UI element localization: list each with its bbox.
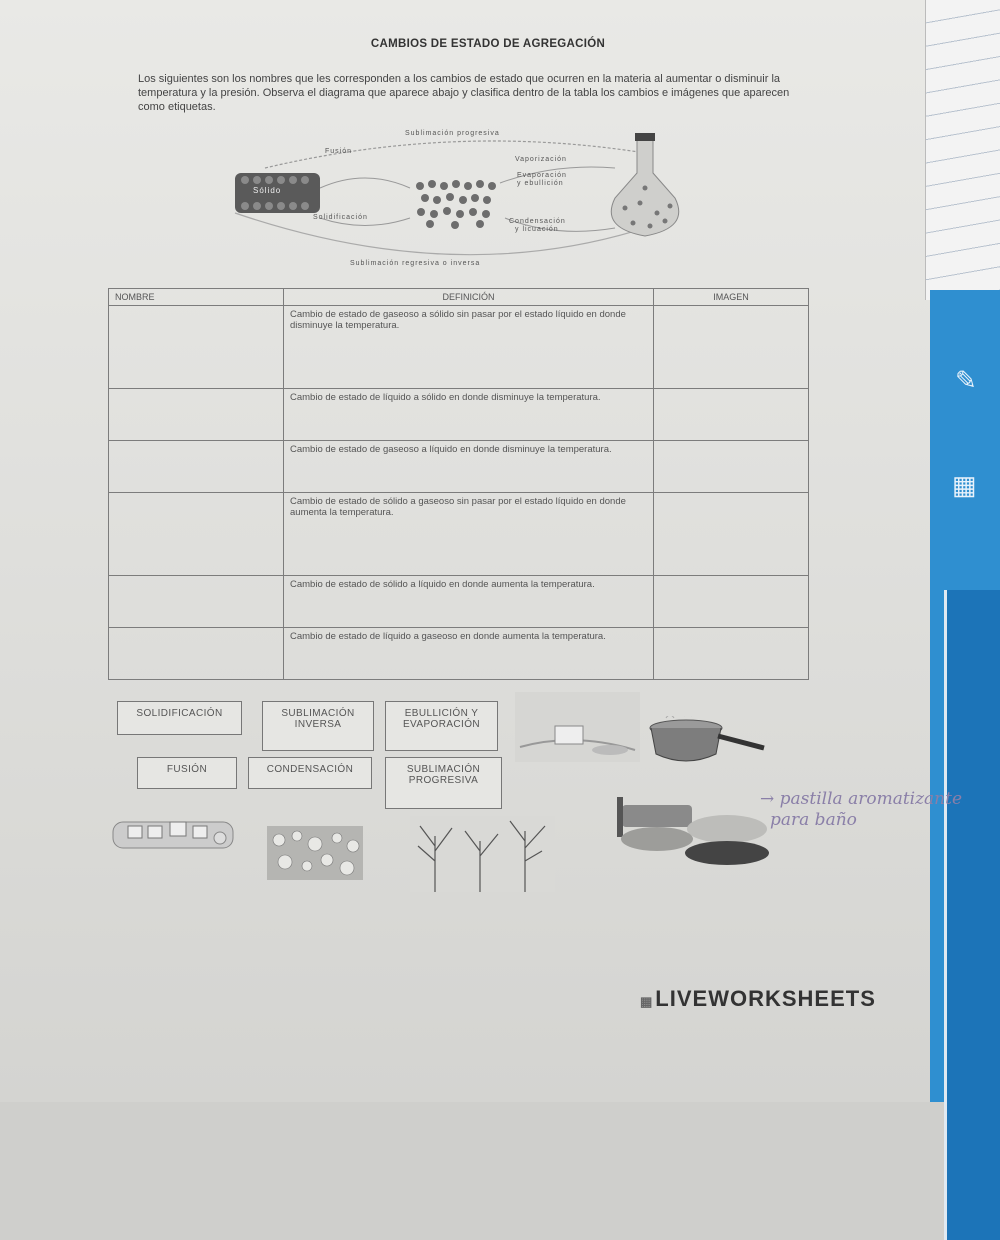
definition-cell: Cambio de estado de gaseoso a sólido sin pasar por el estado líquido en donde disminuye la temperatura.: [284, 306, 654, 389]
handwritten-note-line2: para baño: [770, 810, 857, 830]
definition-cell: Cambio de estado de gaseoso a líquido en donde disminuye la temperatura.: [284, 441, 654, 493]
label-fusion: Fusión: [325, 148, 353, 155]
label-fusion[interactable]: FUSIÓN: [137, 757, 237, 789]
ice-cubes-tray-image[interactable]: [98, 800, 248, 860]
label-regressive-sublimation: Sublimación regresiva o inversa: [350, 260, 481, 267]
header-name: NOMBRE: [109, 289, 284, 306]
name-drop-cell[interactable]: [109, 306, 284, 389]
label-condensacion[interactable]: CONDENSACIÓN: [248, 757, 372, 789]
label-ebullicion[interactable]: EBULLICIÓN Y EVAPORACIÓN: [385, 701, 498, 751]
table-row: [109, 576, 809, 628]
table-row: [109, 628, 809, 680]
label-sublimacion-progresiva[interactable]: SUBLIMACIÓN PROGRESIVA: [385, 757, 502, 809]
label-solid: Sólido: [253, 186, 282, 195]
table-row: [109, 492, 809, 575]
table-row: [109, 306, 809, 389]
liveworksheets-logo-icon: ▦: [640, 994, 654, 1009]
image-drop-cell[interactable]: [654, 628, 809, 680]
clipboard-icon: ✎: [955, 365, 977, 395]
handwritten-note-line1: → pastilla aromatizante: [760, 789, 963, 809]
name-drop-cell[interactable]: [109, 441, 284, 493]
notebook-background: [925, 0, 1000, 300]
state-change-diagram: [225, 128, 705, 278]
label-condensation: Condensación: [509, 218, 566, 225]
table-row: [109, 389, 809, 441]
water-droplets-image[interactable]: [267, 826, 363, 880]
label-liquefaction: y licuación: [515, 226, 559, 233]
label-boiling: y ebullición: [517, 180, 564, 187]
calendar-icon: ▦: [952, 470, 977, 500]
name-drop-cell[interactable]: [109, 628, 284, 680]
boiling-pan-image[interactable]: [648, 716, 766, 768]
frosted-trees-image[interactable]: [410, 816, 555, 892]
image-drop-cell[interactable]: [654, 576, 809, 628]
label-solidification: Solidificación: [313, 214, 368, 221]
label-progressive-sublimation: Sublimación progresiva: [405, 130, 500, 137]
image-drop-cell[interactable]: [654, 389, 809, 441]
header-definition: DEFINICIÓN: [284, 289, 654, 306]
table-header-row: [109, 289, 809, 306]
definition-cell: Cambio de estado de sólido a líquido en donde aumenta la temperatura.: [284, 576, 654, 628]
liveworksheets-logo: [640, 986, 876, 1012]
state-change-table: [108, 288, 809, 680]
worksheet-title: CAMBIOS DE ESTADO DE AGREGACIÓN: [370, 38, 606, 50]
definition-cell: Cambio de estado de líquido a sólido en donde disminuye la temperatura.: [284, 389, 654, 441]
label-solidificacion[interactable]: SOLIDIFICACIÓN: [117, 701, 242, 735]
blue-box-background: [930, 290, 1000, 1102]
label-vaporization: Vaporización: [515, 156, 567, 163]
melting-butter-image[interactable]: [515, 692, 640, 762]
definition-cell: Cambio de estado de líquido a gaseoso en donde aumenta la temperatura.: [284, 628, 654, 680]
gas-flask: [611, 133, 679, 236]
definition-cell: Cambio de estado de sólido a gaseoso sin pasar por el estado líquido en donde aumenta la temperatura.: [284, 492, 654, 575]
image-drop-cell[interactable]: [654, 492, 809, 575]
name-drop-cell[interactable]: [109, 576, 284, 628]
liquid-particles: [416, 180, 496, 229]
liveworksheets-brand: LIVEWORKSHEETS: [655, 986, 876, 1011]
label-sublimacion-inversa[interactable]: SUBLIMACIÓN INVERSA: [262, 701, 374, 751]
name-drop-cell[interactable]: [109, 492, 284, 575]
table-row: [109, 441, 809, 493]
header-image: IMAGEN: [654, 289, 809, 306]
name-drop-cell[interactable]: [109, 389, 284, 441]
image-drop-cell[interactable]: [654, 306, 809, 389]
bath-tablets-image[interactable]: [617, 797, 772, 867]
label-evaporation: Evaporación: [517, 172, 567, 179]
worksheet-intro: Los siguientes son los nombres que les corresponden a los cambios de estado que ocurren en la materia al aumentar o disminuir la temperatura y la presión. Observa el diagrama que aparece abajo y clasifica dentro de la tabla los cambios e imágenes que aparecen como etiquetas.: [138, 73, 790, 113]
image-drop-cell[interactable]: [654, 441, 809, 493]
